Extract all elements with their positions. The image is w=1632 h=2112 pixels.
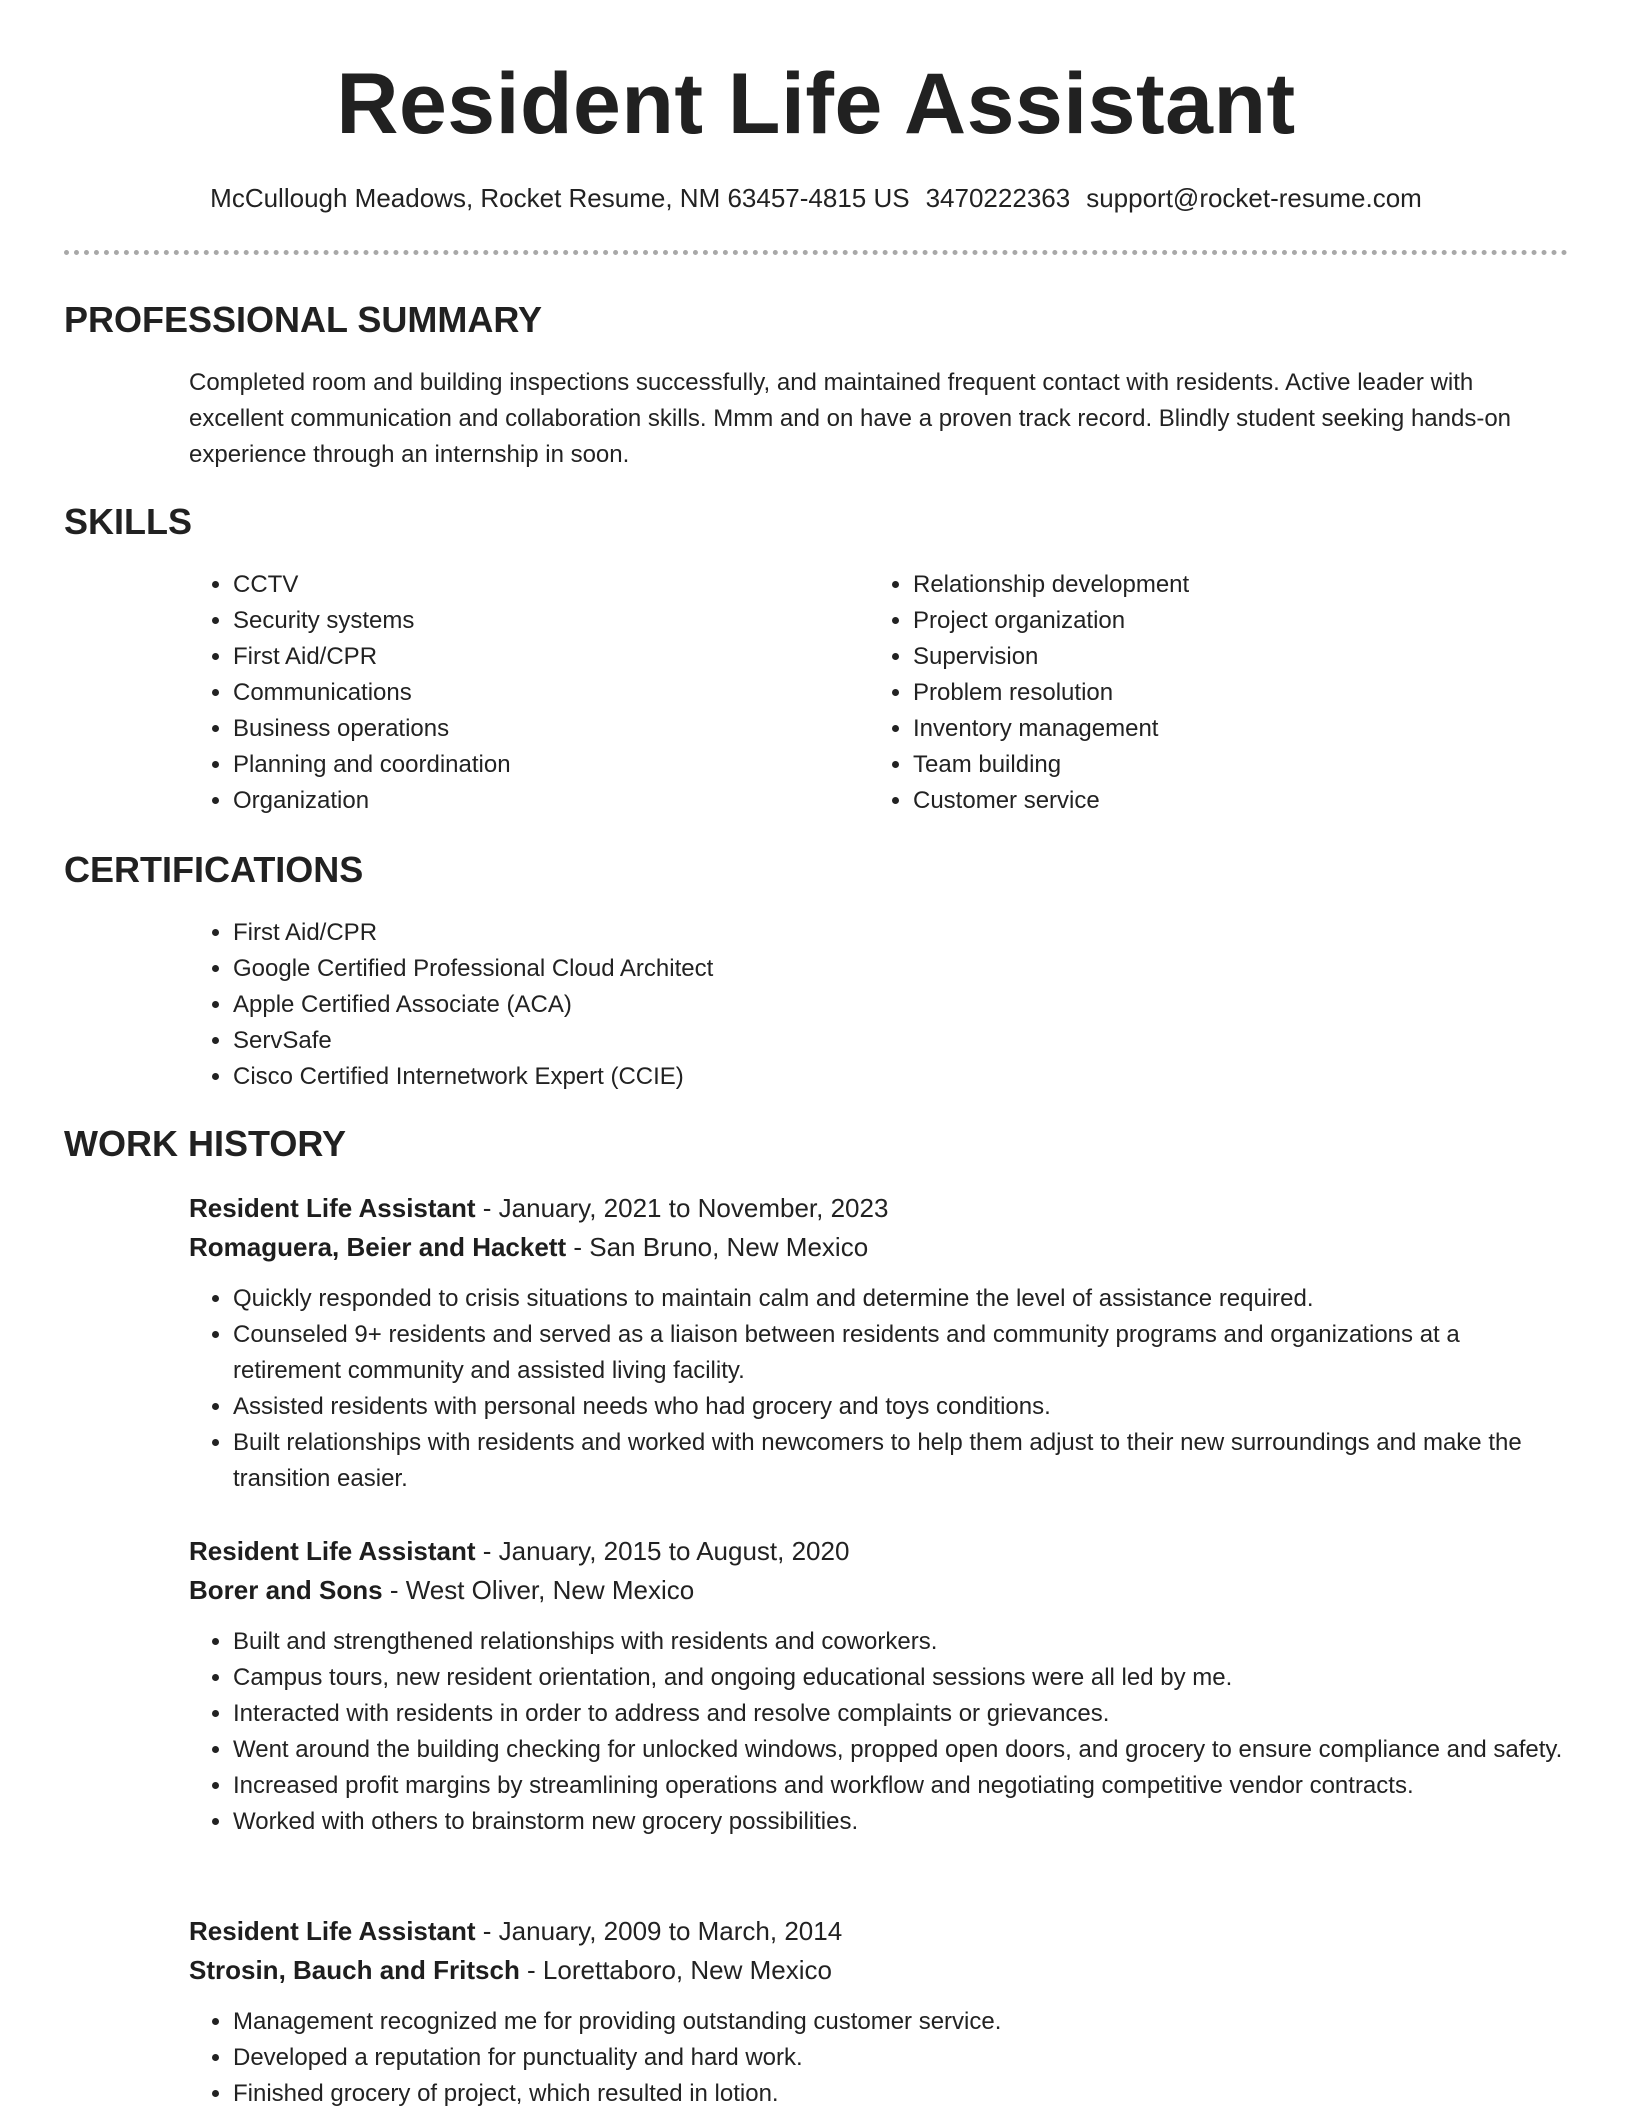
contact-address: McCullough Meadows, Rocket Resume, NM 63457-4815 US (210, 183, 910, 213)
skill-item: • Business operations (233, 711, 873, 747)
skill-item: • Supervision (913, 639, 1553, 675)
contact-phone: 3470222363 (925, 183, 1071, 213)
job-bullets (189, 2004, 1569, 2112)
certifications-heading: CERTIFICATIONS (64, 849, 364, 890)
job-dates: - January, 2021 to November, 2023 (475, 1193, 889, 1223)
skill-item: • Team building (913, 747, 1553, 783)
skill-item: • Project organization (913, 603, 1553, 639)
skill-item: • Planning and coordination (233, 747, 873, 783)
job-dates: - January, 2009 to March, 2014 (475, 1916, 843, 1946)
certifications-list (189, 915, 1533, 1095)
certification-item: • Apple Certified Associate (ACA) (233, 987, 1533, 1023)
job-entry (189, 1532, 1569, 1840)
job-title-line (189, 1189, 1569, 1228)
job-company: Romaguera, Beier and Hackett (189, 1232, 567, 1262)
skills-list-right (869, 567, 1553, 819)
job-entry (189, 1189, 1569, 1497)
skill-item: • CCTV (233, 567, 873, 603)
job-role: Resident Life Assistant (189, 1916, 476, 1946)
job-company-line (189, 1228, 1569, 1267)
job-bullet: • Increased profit margins by streamlining operations and workflow and negotiating competitive vendor contracts. (233, 1768, 1569, 1804)
job-dates: - January, 2015 to August, 2020 (475, 1536, 850, 1566)
job-bullet: • Interacted with residents in order to address and resolve complaints or grievances. (233, 1696, 1569, 1732)
job-location: - Lorettaboro, New Mexico (519, 1955, 832, 1985)
skill-item: • Customer service (913, 783, 1553, 819)
contact-line (64, 180, 1568, 216)
job-company-line (189, 1571, 1569, 1610)
job-bullet: • Developed a reputation for punctuality and hard work. (233, 2040, 1569, 2076)
job-entry (189, 1912, 1569, 2112)
job-location: - West Oliver, New Mexico (382, 1575, 695, 1605)
job-bullets (189, 1624, 1569, 1840)
job-bullet: • Built relationships with residents and worked with newcomers to help them adjust to their new surroundings and make the transition easier. (233, 1425, 1569, 1497)
job-bullet: • Quickly responded to crisis situations to maintain calm and determine the level of assistance required. (233, 1281, 1569, 1317)
skill-item: • Security systems (233, 603, 873, 639)
skills-list-left (189, 567, 873, 819)
job-bullets (189, 1281, 1569, 1497)
job-bullet: • Built and strengthened relationships with residents and coworkers. (233, 1624, 1569, 1660)
skill-item: • Relationship development (913, 567, 1553, 603)
job-company-line (189, 1951, 1569, 1990)
resume-title: Resident Life Assistant (336, 56, 1296, 152)
skill-item: • Problem resolution (913, 675, 1553, 711)
certification-item: • Cisco Certified Internetwork Expert (CCIE) (233, 1059, 1533, 1095)
job-bullet: • Went around the building checking for unlocked windows, propped open doors, and grocery to ensure compliance and safety. (233, 1732, 1569, 1768)
job-bullet: • Campus tours, new resident orientation, and ongoing educational sessions were all led by me. (233, 1660, 1569, 1696)
skills-heading: SKILLS (64, 501, 193, 542)
job-location: - San Bruno, New Mexico (566, 1232, 869, 1262)
job-bullet: • Assisted residents with personal needs who had grocery and toys conditions. (233, 1389, 1569, 1425)
job-bullet: • Management recognized me for providing outstanding customer service. (233, 2004, 1569, 2040)
certification-item: • ServSafe (233, 1023, 1533, 1059)
certification-item: • First Aid/CPR (233, 915, 1533, 951)
summary-text: Completed room and building inspections successfully, and maintained frequent contact with residents. Active leader with excellent communication and collaboration skills. Mmm and on have a proven track record. Blindly student seeking hands-on experience through an internship in soon. (189, 369, 1512, 468)
skill-item: • Organization (233, 783, 873, 819)
job-role: Resident Life Assistant (189, 1536, 476, 1566)
job-title-line (189, 1532, 1569, 1571)
job-bullet: • Finished grocery of project, which resulted in lotion. (233, 2076, 1569, 2112)
skill-item: • Inventory management (913, 711, 1553, 747)
job-bullet: • Counseled 9+ residents and served as a liaison between residents and community programs and organizations at a retirement community and assisted living facility. (233, 1317, 1569, 1389)
certification-item: • Google Certified Professional Cloud Architect (233, 951, 1533, 987)
job-bullet: • Worked with others to brainstorm new grocery possibilities. (233, 1804, 1569, 1840)
work-history-heading: WORK HISTORY (64, 1123, 347, 1164)
job-role: Resident Life Assistant (189, 1193, 476, 1223)
contact-email: support@rocket-resume.com (1086, 183, 1422, 213)
job-company: Strosin, Bauch and Fritsch (189, 1955, 520, 1985)
skill-item: • Communications (233, 675, 873, 711)
header-divider (64, 250, 1568, 255)
summary-heading: PROFESSIONAL SUMMARY (64, 299, 543, 340)
job-title-line (189, 1912, 1569, 1951)
skill-item: • First Aid/CPR (233, 639, 873, 675)
job-company: Borer and Sons (189, 1575, 383, 1605)
